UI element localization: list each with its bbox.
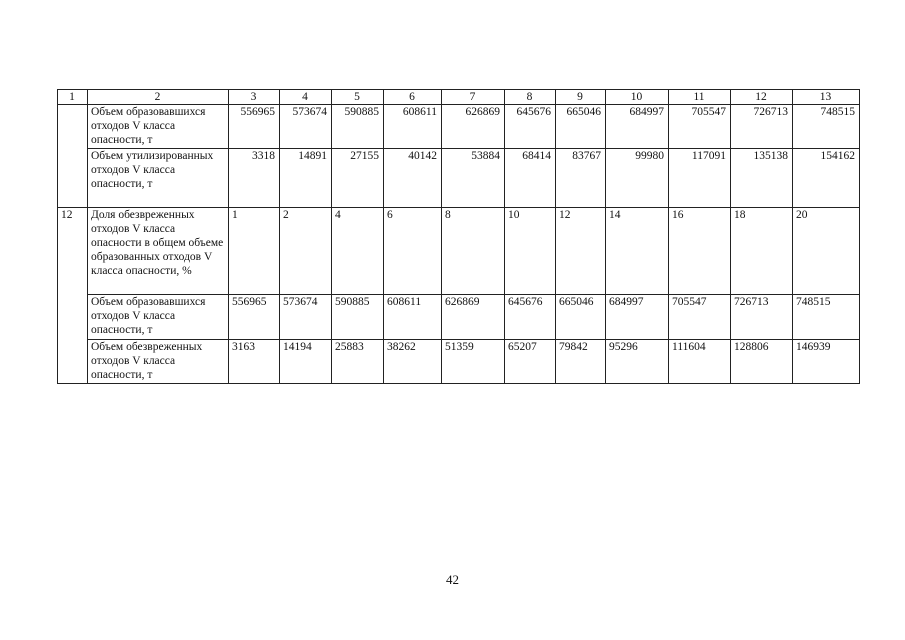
table-cell: 748515 bbox=[793, 105, 860, 149]
table-cell: 25883 bbox=[332, 340, 384, 384]
table-cell: 40142 bbox=[384, 149, 442, 208]
table-cell: 573674 bbox=[280, 295, 332, 340]
table-cell: 608611 bbox=[384, 295, 442, 340]
table-cell: 14 bbox=[606, 208, 669, 295]
table-cell: 51359 bbox=[442, 340, 505, 384]
header-cell: 1 bbox=[58, 90, 88, 105]
row-number bbox=[58, 105, 88, 149]
table-cell: 20 bbox=[793, 208, 860, 295]
table-row bbox=[58, 340, 860, 384]
table-cell: 117091 bbox=[669, 149, 731, 208]
table-cell: 590885 bbox=[332, 295, 384, 340]
header-cell: 3 bbox=[229, 90, 280, 105]
header-cell: 6 bbox=[384, 90, 442, 105]
table-cell: 665046 bbox=[556, 105, 606, 149]
table-cell: 726713 bbox=[731, 105, 793, 149]
table-cell: 18 bbox=[731, 208, 793, 295]
table-cell: 14891 bbox=[280, 149, 332, 208]
table-cell: 3163 bbox=[229, 340, 280, 384]
header-cell: 8 bbox=[505, 90, 556, 105]
table-cell: 590885 bbox=[332, 105, 384, 149]
table-cell: 68414 bbox=[505, 149, 556, 208]
row-label: Объем обезвреженных отходов V класса опасности, т bbox=[88, 340, 229, 384]
table-row bbox=[58, 105, 860, 149]
table-cell: 83767 bbox=[556, 149, 606, 208]
header-cell: 13 bbox=[793, 90, 860, 105]
table-cell: 6 bbox=[384, 208, 442, 295]
table-cell: 726713 bbox=[731, 295, 793, 340]
data-table bbox=[57, 89, 860, 384]
table-cell: 665046 bbox=[556, 295, 606, 340]
table-cell: 27155 bbox=[332, 149, 384, 208]
row-label: Объем образовавшихся отходов V класса опасности, т bbox=[88, 105, 229, 149]
table-cell: 645676 bbox=[505, 295, 556, 340]
table-row bbox=[58, 208, 860, 295]
table-cell: 3318 bbox=[229, 149, 280, 208]
table-cell: 705547 bbox=[669, 105, 731, 149]
header-cell: 9 bbox=[556, 90, 606, 105]
table-cell: 556965 bbox=[229, 105, 280, 149]
header-cell: 7 bbox=[442, 90, 505, 105]
header-cell: 10 bbox=[606, 90, 669, 105]
page-number: 42 bbox=[446, 572, 459, 587]
row-label: Доля обезвреженных отходов V класса опасности в общем объеме образованных отходов V класса опасности, % bbox=[88, 208, 229, 295]
table-row bbox=[58, 295, 860, 340]
table-cell: 154162 bbox=[793, 149, 860, 208]
header-cell: 2 bbox=[88, 90, 229, 105]
table-cell: 135138 bbox=[731, 149, 793, 208]
table-cell: 608611 bbox=[384, 105, 442, 149]
table-cell: 10 bbox=[505, 208, 556, 295]
table-cell: 1 bbox=[229, 208, 280, 295]
row-number: 12 bbox=[58, 208, 88, 384]
table-cell: 2 bbox=[280, 208, 332, 295]
row-label: Объем образовавшихся отходов V класса опасности, т bbox=[88, 295, 229, 340]
row-number bbox=[58, 149, 88, 208]
table-cell: 645676 bbox=[505, 105, 556, 149]
table-cell: 16 bbox=[669, 208, 731, 295]
table-cell: 65207 bbox=[505, 340, 556, 384]
table-cell: 146939 bbox=[793, 340, 860, 384]
table-cell: 95296 bbox=[606, 340, 669, 384]
header-cell: 11 bbox=[669, 90, 731, 105]
table-cell: 99980 bbox=[606, 149, 669, 208]
table-cell: 111604 bbox=[669, 340, 731, 384]
table-cell: 79842 bbox=[556, 340, 606, 384]
table-cell: 684997 bbox=[606, 295, 669, 340]
table-cell: 573674 bbox=[280, 105, 332, 149]
header-cell: 12 bbox=[731, 90, 793, 105]
table-cell: 626869 bbox=[442, 295, 505, 340]
header-cell: 5 bbox=[332, 90, 384, 105]
table-cell: 38262 bbox=[384, 340, 442, 384]
table-cell: 684997 bbox=[606, 105, 669, 149]
table-cell: 4 bbox=[332, 208, 384, 295]
table-cell: 748515 bbox=[793, 295, 860, 340]
table-cell: 8 bbox=[442, 208, 505, 295]
header-cell: 4 bbox=[280, 90, 332, 105]
table-cell: 12 bbox=[556, 208, 606, 295]
table-cell: 705547 bbox=[669, 295, 731, 340]
table-row bbox=[58, 149, 860, 208]
row-label: Объем утилизированных отходов V класса опасности, т bbox=[88, 149, 229, 208]
table-cell: 53884 bbox=[442, 149, 505, 208]
header-row bbox=[58, 90, 860, 105]
table-cell: 14194 bbox=[280, 340, 332, 384]
table-cell: 556965 bbox=[229, 295, 280, 340]
table-cell: 128806 bbox=[731, 340, 793, 384]
table-cell: 626869 bbox=[442, 105, 505, 149]
